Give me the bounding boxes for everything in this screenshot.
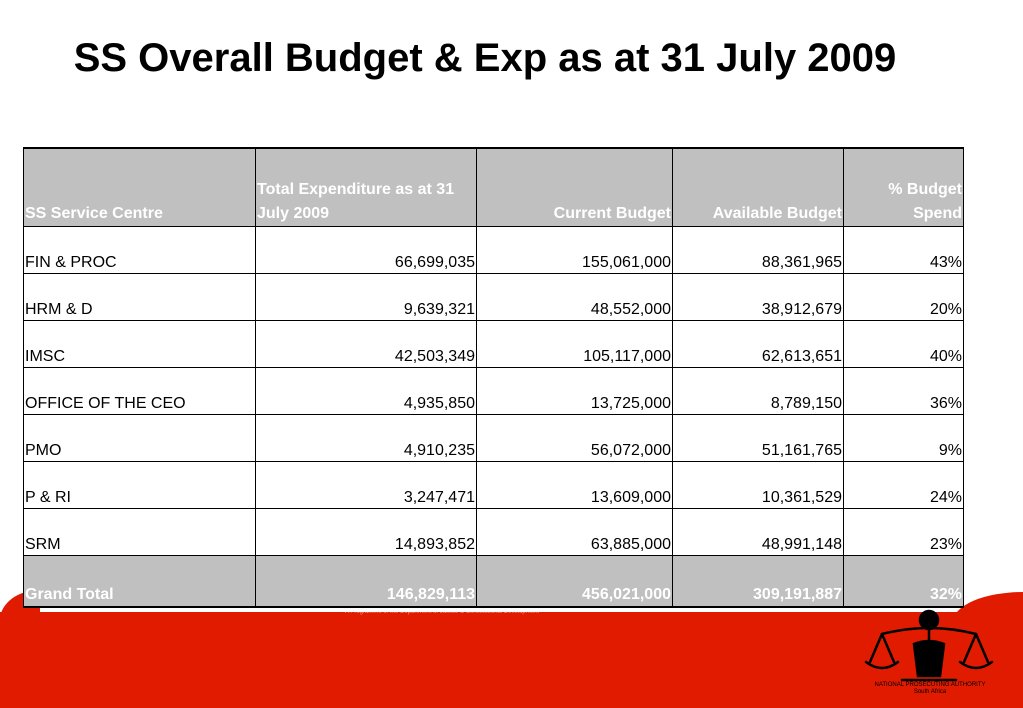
total-percent-spend: 32% — [844, 556, 964, 608]
slide-title: SS Overall Budget & Exp as at 31 July 2009 — [73, 36, 897, 80]
table-row — [24, 462, 964, 509]
table-row — [24, 321, 964, 368]
table-row — [24, 227, 964, 274]
cell-percent-spend: 43% — [844, 227, 964, 274]
cell-available-budget: 8,789,150 — [673, 368, 844, 415]
cell-percent-spend: 20% — [844, 274, 964, 321]
total-expenditure: 146,829,113 — [256, 556, 477, 608]
cell-available-budget: 48,991,148 — [673, 509, 844, 556]
cell-available-budget: 88,361,965 — [673, 227, 844, 274]
cell-percent-spend: 40% — [844, 321, 964, 368]
cell-current-budget: 13,609,000 — [477, 462, 673, 509]
header-total-expenditure: Total Expenditure as at 31 July 2009 — [256, 148, 477, 227]
cell-current-budget: 105,117,000 — [477, 321, 673, 368]
header-available-budget: Available Budget — [673, 148, 844, 227]
cell-percent-spend: 36% — [844, 368, 964, 415]
table-header-row — [24, 148, 964, 227]
cell-total-expenditure: 66,699,035 — [256, 227, 477, 274]
cell-current-budget: 48,552,000 — [477, 274, 673, 321]
cell-service-centre: FIN & PROC — [24, 227, 256, 274]
cell-total-expenditure: 9,639,321 — [256, 274, 477, 321]
header-percent-budget-spend: % Budget Spend — [844, 148, 964, 227]
header-service-centre: SS Service Centre — [24, 148, 256, 227]
cell-service-centre: OFFICE OF THE CEO — [24, 368, 256, 415]
cell-available-budget: 10,361,529 — [673, 462, 844, 509]
logo-text: NATIONAL PROSECUTING AUTHORITY — [874, 682, 986, 688]
cell-current-budget: 155,061,000 — [477, 227, 673, 274]
cell-percent-spend: 23% — [844, 509, 964, 556]
header-current-budget: Current Budget — [477, 148, 673, 227]
cell-current-budget: 63,885,000 — [477, 509, 673, 556]
cell-service-centre: SRM — [24, 509, 256, 556]
table-row — [24, 415, 964, 462]
cell-service-centre: IMSC — [24, 321, 256, 368]
cell-available-budget: 38,912,679 — [673, 274, 844, 321]
total-label: Grand Total — [24, 556, 256, 608]
cell-available-budget: 51,161,765 — [673, 415, 844, 462]
cell-current-budget: 13,725,000 — [477, 368, 673, 415]
cell-service-centre: P & RI — [24, 462, 256, 509]
total-current-budget: 456,021,000 — [477, 556, 673, 608]
cell-service-centre: PMO — [24, 415, 256, 462]
cell-total-expenditure: 3,247,471 — [256, 462, 477, 509]
budget-table — [23, 147, 964, 608]
cell-service-centre: HRM & D — [24, 274, 256, 321]
logo-subtext: South Africa — [913, 689, 947, 695]
footnote: A Programme of the Department of Justice & Constitutional Development — [345, 609, 540, 615]
total-available-budget: 309,191,887 — [673, 556, 844, 608]
cell-total-expenditure: 42,503,349 — [256, 321, 477, 368]
cell-total-expenditure: 14,893,852 — [256, 509, 477, 556]
table-row — [24, 274, 964, 321]
grand-total-row — [24, 556, 964, 608]
cell-percent-spend: 24% — [844, 462, 964, 509]
table-row — [24, 368, 964, 415]
cell-available-budget: 62,613,651 — [673, 321, 844, 368]
logo-caption — [860, 682, 1000, 696]
table-row — [24, 509, 964, 556]
cell-percent-spend: 9% — [844, 415, 964, 462]
cell-total-expenditure: 4,910,235 — [256, 415, 477, 462]
cell-total-expenditure: 4,935,850 — [256, 368, 477, 415]
cell-current-budget: 56,072,000 — [477, 415, 673, 462]
